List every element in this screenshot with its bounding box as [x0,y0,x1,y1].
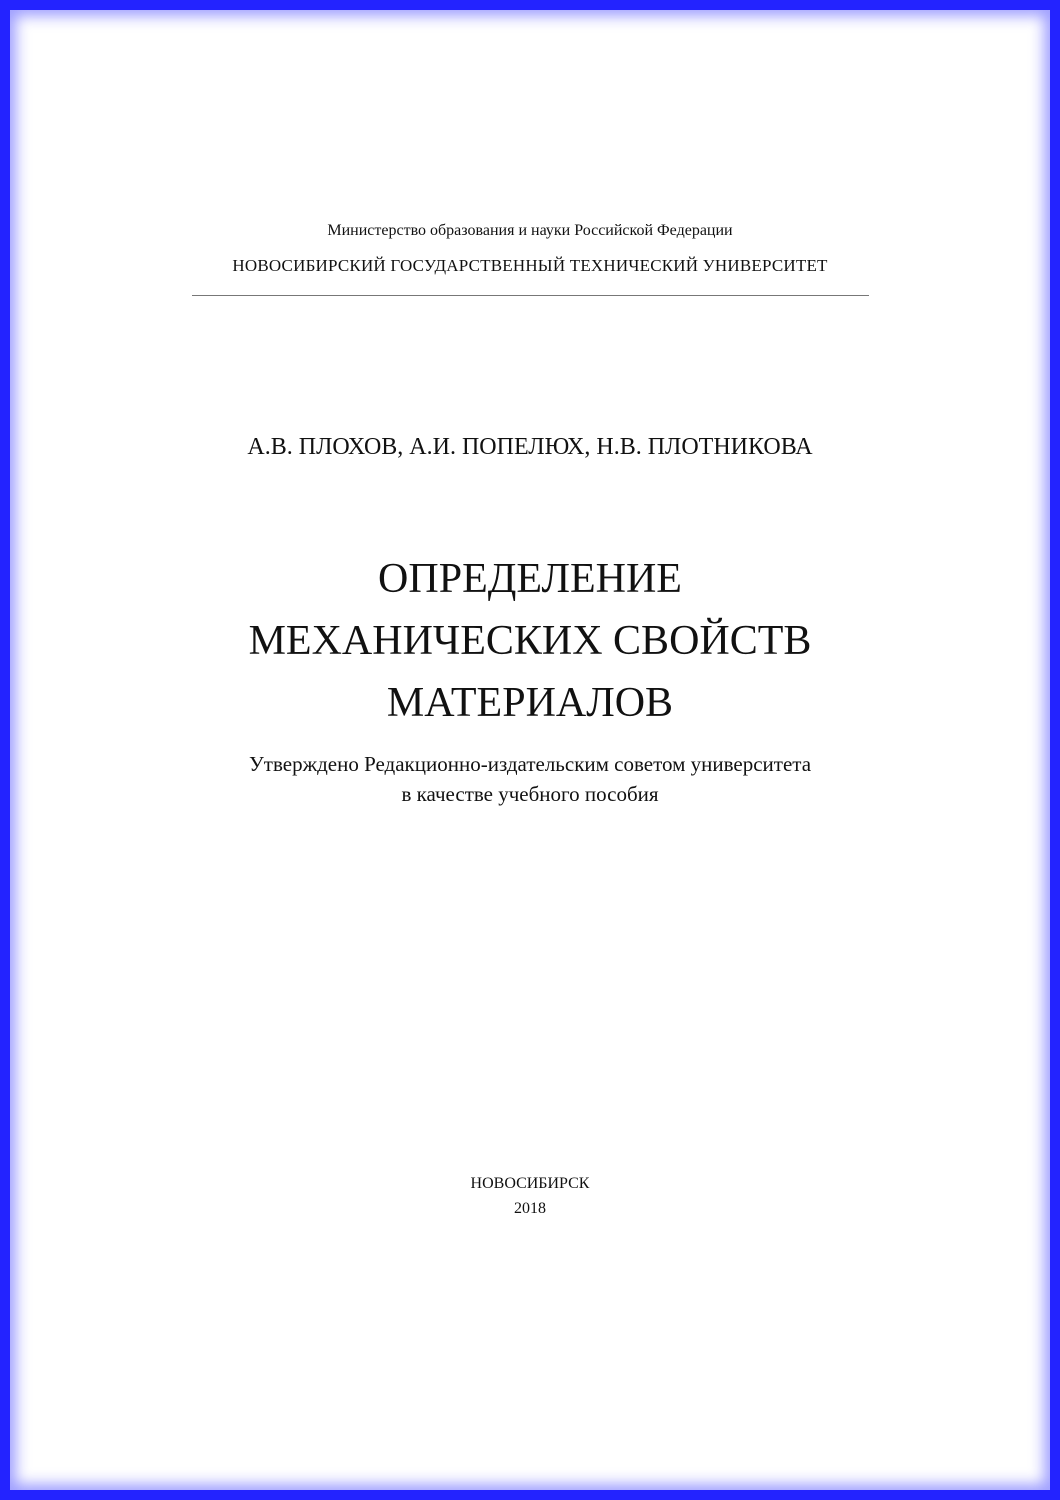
publication-year: 2018 [514,1200,546,1217]
book-title-line-3: МАТЕРИАЛОВ [386,680,674,726]
university-name: НОВОСИБИРСКИЙ ГОСУДАРСТВЕННЫЙ ТЕХНИЧЕСКИЙ УНИВЕРСИТЕТ [232,256,828,275]
header-divider [192,295,869,296]
book-title-line-2: МЕХАНИЧЕСКИХ СВОЙСТВ [248,618,812,664]
authors: А.В. ПЛОХОВ, А.И. ПОПЕЛЮХ, Н.В. ПЛОТНИКОВА [247,434,813,460]
approval-note [0,749,1060,809]
book-title [0,548,1060,734]
approval-note-line-2: в качестве учебного пособия [401,782,659,806]
publication-city: НОВОСИБИРСК [470,1175,590,1192]
book-title-line-1: ОПРЕДЕЛЕНИЕ [378,556,682,602]
ministry-name: Министерство образования и науки Российской Федерации [327,222,733,239]
approval-note-line-1: Утверждено Редакционно-издательским советом университета [248,752,812,776]
